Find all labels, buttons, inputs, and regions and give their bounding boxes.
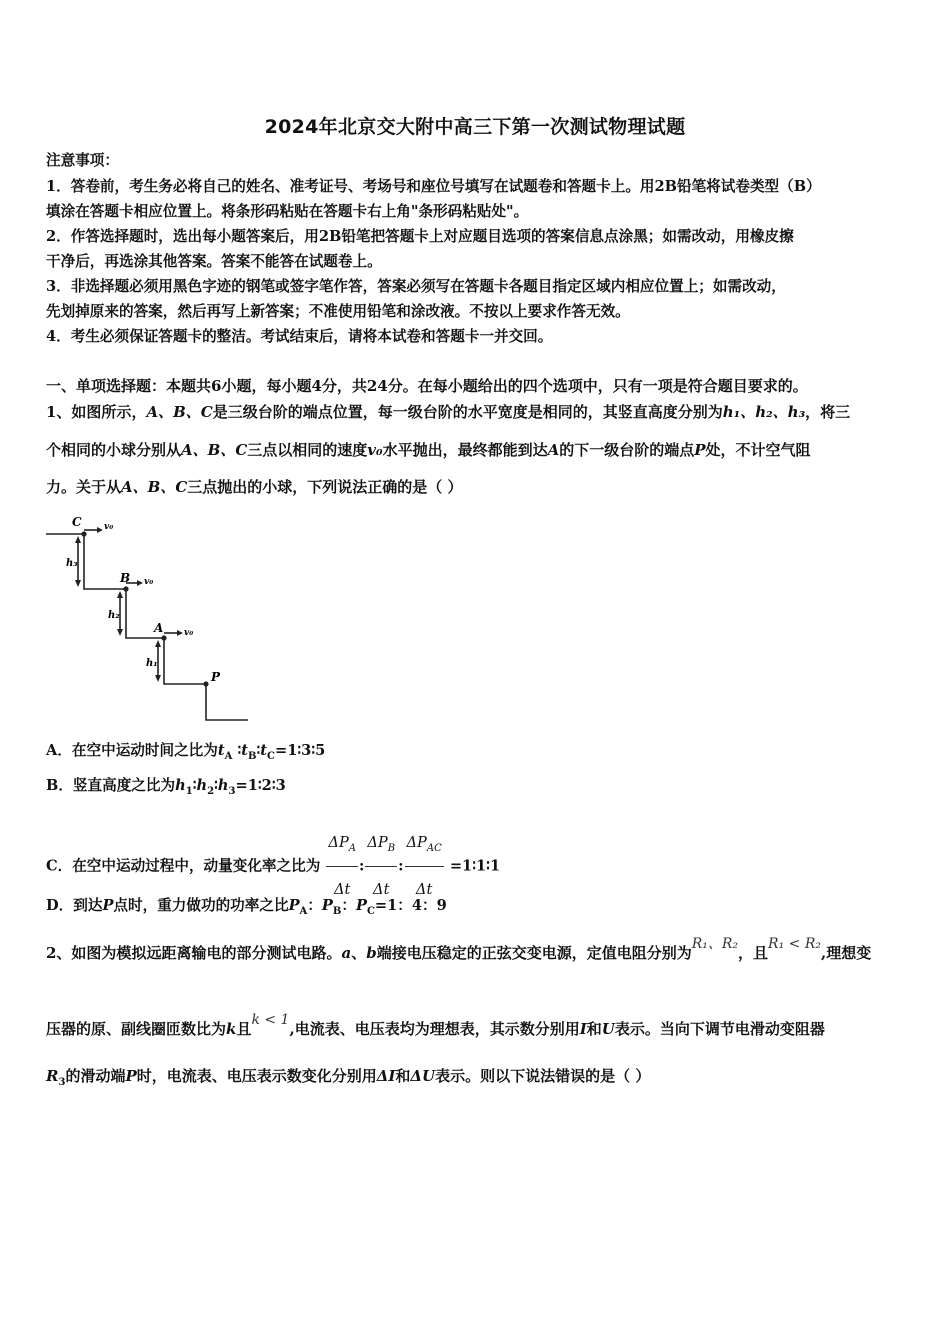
text: 表示。则以下说法错误的是（ ） (435, 1067, 651, 1085)
text: h₁、h₂、h₃ (722, 403, 806, 421)
text: k < 1 (251, 1012, 290, 1028)
text: 表示。当向下调节电滑动变阻器 (614, 1020, 825, 1038)
text: A．在空中运动时间之比为 (46, 742, 218, 759)
text: 2、如图为模拟远距离输电的部分测试电路。 (46, 944, 342, 962)
text: 且 (236, 1020, 252, 1038)
text: R₁、R₂ (691, 936, 739, 952)
label-a: A (154, 621, 164, 635)
text: ,电流表、电压表均为理想表，其示数分别用 (289, 1020, 580, 1038)
question-2-line-2 (46, 1012, 908, 1043)
label-b: B (120, 571, 131, 585)
option-c: C．在空中运动过程中，动量变化率之比为 $\frac{\Delta P_A}{\Delta t}$ : $\frac{\Delta P_B}{\Delta t}$ : $\frac{\Delta P_{AC}}{\Delta t}$ =1∶1∶1 (46, 820, 908, 913)
text: Δt (415, 881, 433, 898)
text: ΔI (376, 1067, 396, 1085)
text: 和 (395, 1067, 411, 1085)
text: 三点抛出的小球，下列说法正确的是（ ） (187, 478, 463, 496)
text: A、B、C (121, 478, 188, 496)
text: 三点以相同的速度 (247, 441, 368, 459)
notice-line: 先划掉原来的答案，然后再写上新答案；不准使用铅笔和涂改液。不按以上要求作答无效。 (46, 303, 630, 320)
staircase-figure (40, 510, 260, 730)
text: A (348, 842, 356, 854)
question-1-line-3 (46, 477, 908, 497)
text: 处，不计空气阻 (705, 441, 811, 459)
text: P (102, 897, 114, 914)
notice-line: 填涂在答题卡相应位置上。将条形码粘贴在答题卡右上角"条形码粘贴处"。 (46, 203, 529, 220)
notice-line: 3．非选择题必须用黑色字迹的钢笔或签字笔作答，答案必须写在答题卡各题目指定区域内相应位置上；如需改动， (46, 278, 786, 295)
notice-line: 干净后，再选涂其他答案。答案不能答在试题卷上。 (46, 253, 382, 270)
text: v₀ (367, 441, 383, 459)
text: C．在空中运动过程中，动量变化率之比为 (46, 857, 321, 875)
notice-line: 1．答卷前，考生务必将自己的姓名、准考证号、考场号和座位号填写在试题卷和答题卡上。用2B铅笔将试卷类型（B） (46, 178, 821, 195)
label-h1: h₁ (146, 658, 158, 669)
option-d: D．到达P点时，重力做功的功率之比$P_A$：$P_B$：$P_C=1$：4：9 (46, 897, 447, 917)
question-1-line-1 (46, 402, 908, 422)
text: 是三级台阶的端点位置，每一级台阶的水平宽度是相同的，其竖直高度分别为 (212, 403, 723, 421)
text: R₁ < R₂ (768, 936, 821, 952)
text: ΔP (328, 834, 349, 851)
text: Δt (334, 881, 351, 898)
label-p: P (211, 670, 221, 684)
notice-heading: 注意事项： (46, 152, 119, 169)
text: 的滑动端 (65, 1067, 126, 1085)
text: I (579, 1020, 587, 1038)
text: D．到达 (46, 897, 103, 914)
question-2-line-3: $R_3$的滑动端P时，电流表、电压表示数变化分别用ΔI和ΔU表示。则以下说法错误的是（ ） (46, 1067, 651, 1088)
text: ,理想变 (820, 944, 872, 962)
text: k (226, 1020, 237, 1038)
text: 1、如图所示， (46, 403, 147, 421)
label-v0-b: v₀ (144, 577, 154, 587)
text: b (366, 944, 377, 962)
text: 点时，重力做功的功率之比 (113, 897, 289, 914)
text: =1：4：9 (374, 897, 447, 914)
text: =1∶2∶3 (235, 777, 286, 794)
text: =1∶3∶5 (275, 742, 326, 759)
option-b: B．竖直高度之比为$h_1∶h_2∶h_3=1∶2∶3$ (46, 777, 286, 797)
label-h2: h₂ (108, 610, 120, 621)
label-v0-a: v₀ (184, 628, 194, 638)
text: 个相同的小球分别从 (46, 441, 182, 459)
text: A、B、C (181, 441, 248, 459)
text: ，将三 (805, 403, 851, 421)
text: 水平抛出，最终都能到达 (382, 441, 548, 459)
text: A、B、C (146, 403, 213, 421)
text: 的下一级台阶的端点 (559, 441, 695, 459)
label-v0-c: v₀ (104, 522, 114, 532)
text: ΔU (410, 1067, 436, 1085)
notice-line: 4．考生必须保证答题卡的整洁。考试结束后，请将本试卷和答题卡一并交回。 (46, 328, 553, 345)
text: B．竖直高度之比为 (46, 777, 176, 794)
text: P (694, 441, 706, 459)
label-c: C (72, 515, 82, 529)
question-2-line-1 (46, 936, 908, 967)
text: Δt (373, 881, 390, 898)
section-heading: 一、单项选择题：本题共6小题，每小题4分，共24分。在每小题给出的四个选项中，只有一项是符合题目要求的。 (46, 377, 808, 395)
text: a (341, 944, 352, 962)
text: =1∶1∶1 (449, 857, 501, 875)
text: R (46, 1067, 59, 1085)
text: 、 (351, 944, 367, 962)
page-title: 2024年北京交大附中高三下第一次测试物理试题 (264, 116, 686, 138)
text: 和 (586, 1020, 602, 1038)
option-a: A．在空中运动时间之比为$t_A$ $∶t_B∶t_C=1∶3∶5$ (46, 742, 326, 762)
text: P (125, 1067, 137, 1085)
text: B (387, 842, 396, 854)
text: ΔP (406, 834, 427, 851)
text: 端接电压稳定的正弦交变电源，定值电阻分别为 (376, 944, 692, 962)
text: 压器的原、副线圈匝数比为 (46, 1020, 227, 1038)
notice-line: 2．作答选择题时，选出每小题答案后，用2B铅笔把答题卡上对应题目选项的答案信息点涂黑；如需改动，用橡皮擦 (46, 228, 794, 245)
text: U (601, 1020, 615, 1038)
text: 力。关于从 (46, 478, 122, 496)
text: ，且 (738, 944, 769, 962)
text: AC (426, 842, 442, 854)
text: ΔP (367, 834, 388, 851)
question-1-line-2 (46, 440, 908, 460)
label-h3: h₃ (66, 558, 78, 569)
text: 时，电流表、电压表示数变化分别用 (136, 1067, 377, 1085)
text: A (547, 441, 560, 459)
